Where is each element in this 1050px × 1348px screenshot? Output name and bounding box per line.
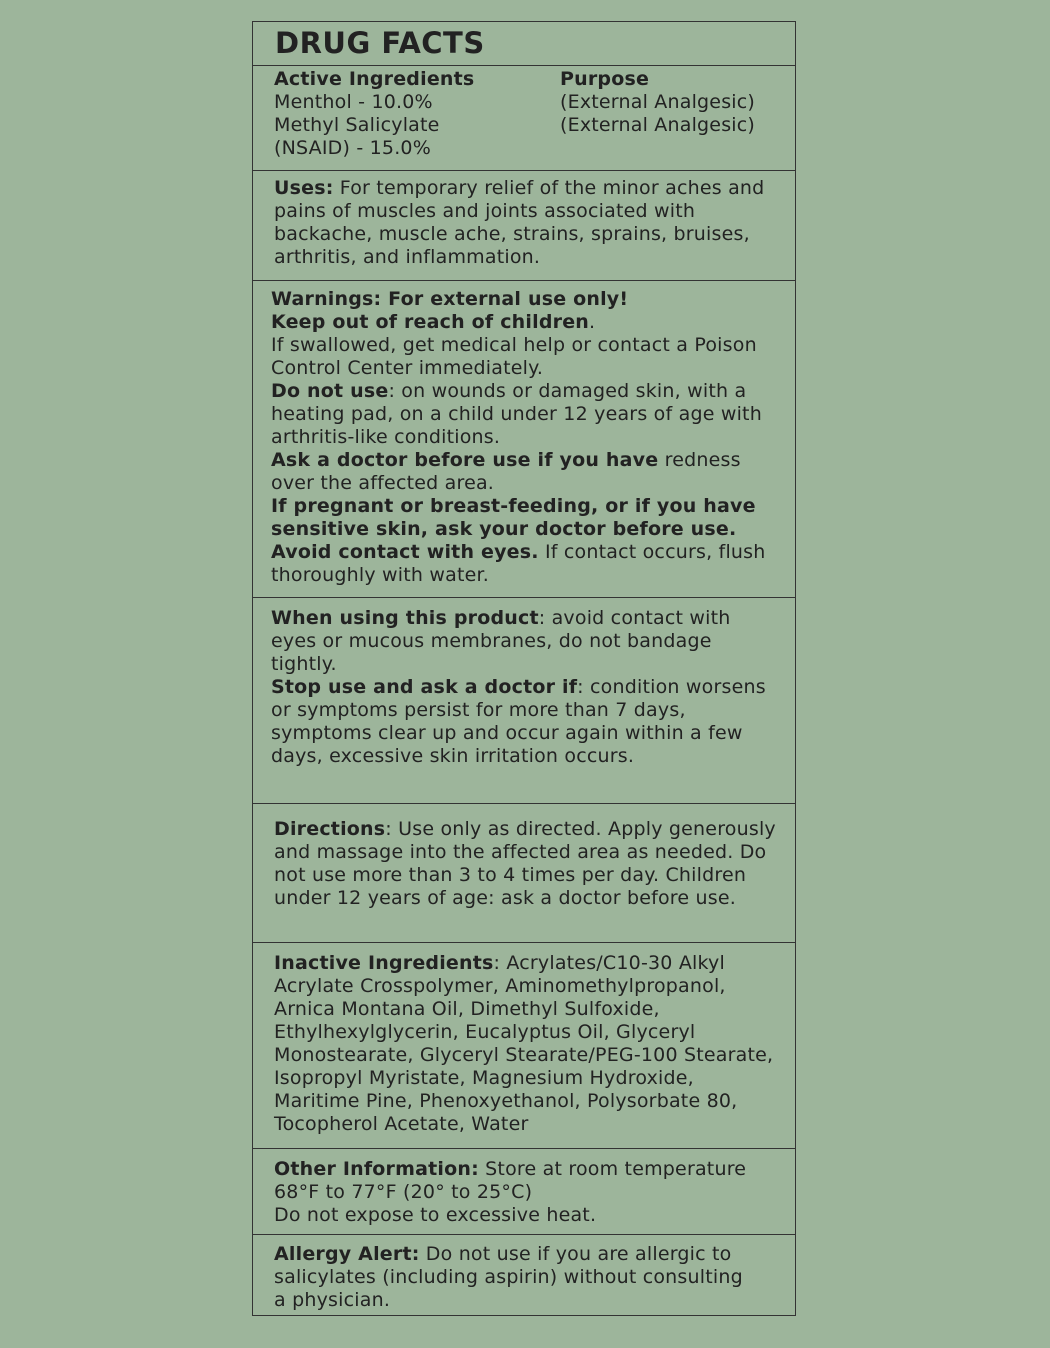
ask-doctor-label: Ask a doctor before use if you have [271, 449, 659, 471]
other-information-section [253, 1149, 795, 1235]
purpose-line: (External Analgesic) [560, 114, 756, 136]
allergy-label: Allergy Alert: [274, 1243, 420, 1265]
stop-use-label: Stop use and ask a doctor if [271, 676, 578, 698]
active-ingredients-section [253, 66, 795, 171]
purpose-line: (External Analgesic) [560, 91, 756, 113]
other-text-2: Do not expose to excessive heat. [274, 1204, 597, 1226]
inactive-ingredients-section [253, 943, 795, 1149]
warnings-section [253, 281, 795, 598]
when-using-label: When using this product [271, 607, 539, 629]
active-line: Methyl Salicylate [274, 114, 440, 136]
purpose-heading: Purpose [560, 68, 650, 90]
directions-label: Directions [274, 818, 386, 840]
uses-section [253, 171, 795, 281]
active-heading: Active Ingredients [274, 68, 475, 90]
active-line: (NSAID) - 15.0% [274, 137, 431, 159]
page-title: DRUG FACTS [275, 26, 485, 60]
allergy-text: Do not use if you are allergic to salicylates (including aspirin) without consulting a physician. [274, 1243, 743, 1311]
ask-doctor-text: redness over the affected area. [271, 449, 741, 494]
when-using-text: : avoid contact with eyes or mucous membranes, do not bandage tightly. [271, 607, 731, 675]
keep-out-text: Keep out of reach of children [271, 311, 590, 333]
avoid-contact-text: If contact occurs, flush thoroughly with water. [271, 541, 766, 586]
inactive-text: : Acrylates/C10-30 Alkyl Acrylate Crosspolymer, Aminomethylpropanol, Arnica Montana Oil, Dimethyl Sulfoxide, Ethylhexylglycerin, Eucalyptus Oil, Glyceryl Monostearate, Glyceryl Stearate/PEG-100 Stearate, Isopropyl Myristate, Magnesium Hydroxide, Maritime Pine, Phenoxyethanol, Polysorbate 80, Tocopherol Acetate, Water [274, 952, 774, 1135]
allergy-alert-section [253, 1235, 795, 1315]
uses-label: Uses: [274, 177, 334, 199]
inactive-label: Inactive Ingredients [274, 952, 494, 974]
directions-text: : Use only as directed. Apply generously and massage into the affected area as needed. Do not use more than 3 to 4 times per day. Children under 12 years of age: ask a doctor before use. [274, 818, 776, 909]
pregnant-text: If pregnant or breast-feeding, or if you have sensitive skin, ask your doctor before use. [271, 495, 756, 540]
do-not-use-text: : on wounds or damaged skin, with a heating pad, on a child under 12 years of age with arthritis-like conditions. [271, 380, 762, 448]
other-text: Store at room temperature 68°F to 77°F (20° to 25°C) [274, 1158, 747, 1203]
when-using-section [253, 598, 795, 804]
uses-text: For temporary relief of the minor aches and pains of muscles and joints associated with backache, muscle ache, strains, sprains, bruises, arthritis, and inflammation. [274, 177, 765, 268]
active-line: Menthol - 10.0% [274, 91, 433, 113]
warnings-label: Warnings: For external use only! [271, 288, 629, 310]
keep-out-period: . [589, 311, 596, 333]
stop-use-text: : condition worsens or symptoms persist for more than 7 days, symptoms clear up and occur again within a few days, excessive skin irritation occurs. [271, 676, 766, 767]
drug-facts-panel [252, 21, 796, 1316]
directions-section [253, 804, 795, 943]
avoid-contact-label: Avoid contact with eyes. [271, 541, 539, 563]
title-section [253, 22, 795, 66]
other-label: Other Information: [274, 1158, 479, 1180]
do-not-use-label: Do not use [271, 380, 389, 402]
swallowed-text: If swallowed, get medical help or contact a Poison Control Center immediately. [271, 334, 757, 379]
